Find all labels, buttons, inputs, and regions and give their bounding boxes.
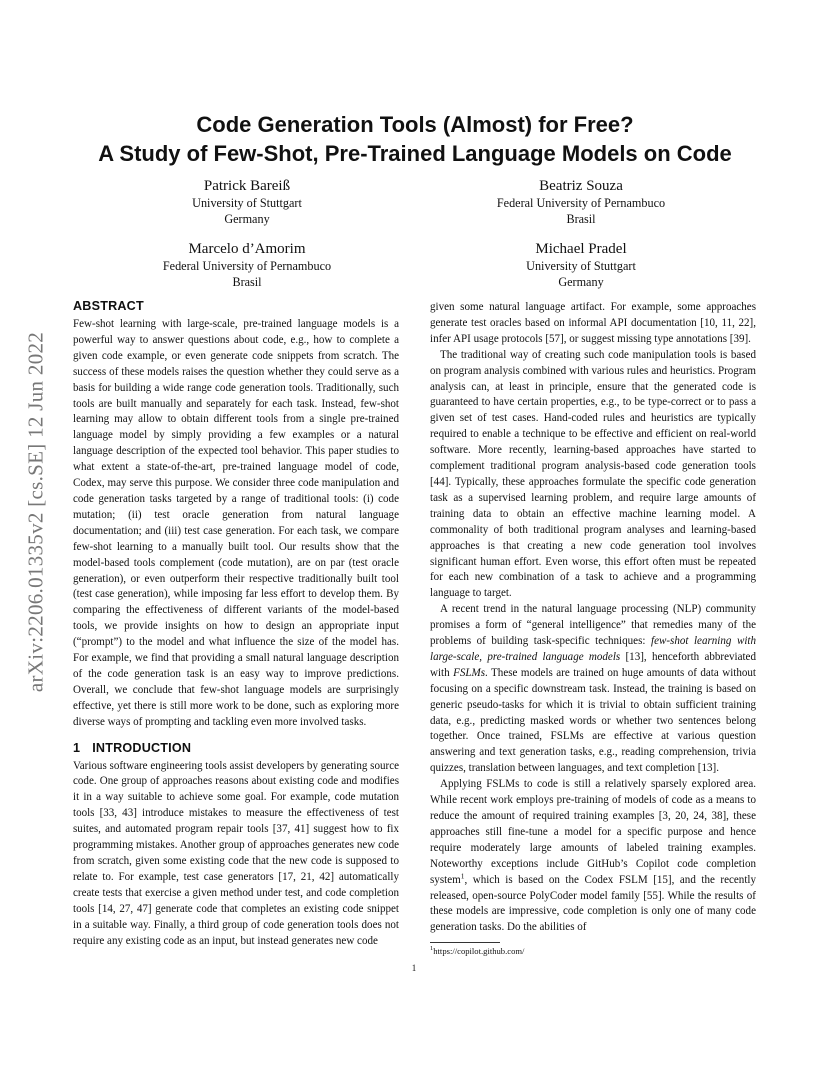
footnote-link[interactable]: https://copilot.github.com/ [433, 946, 525, 956]
author-affiliation: University of Stuttgart [192, 196, 302, 210]
section-title: INTRODUCTION [92, 740, 192, 755]
author-affiliation: University of Stuttgart [526, 259, 636, 273]
intro-paragraph-1: Various software engineering tools assist developers by generating source code. One group of approaches reasons about existing code and modifies it in a way suitable to achieve some goal. For example, code mutation tools [33, 43] introduce mistakes to measure the effectiveness of test suites, and automated program repair tools [37, 41] suggest how to fix programming mistakes. Another group of approaches generates new code from scratch, given some existing code that the new code is supposed to relate to. For example, test case generators [17, 21, 42] automatically create tests that exercise a given method under test, and code completion tools [14, 27, 47] generate code that completes an existing code snippet in a suitable way. Finally, a third group of code generation tools does not require any existing code as an input, but instead generates new code [73, 759, 399, 947]
section-number: 1 [73, 740, 81, 755]
author-name: Patrick Bareiß [203, 178, 291, 194]
arxiv-identifier: arXiv:2206.01335v2 [cs.SE] 12 Jun 2022 [23, 331, 48, 693]
intro-heading [73, 740, 399, 756]
emphasis: few-shot learning with large-scale, pre-trained language models [430, 635, 756, 663]
title-line-2: A Study of Few-Shot, Pre-Trained Language Models on Code [98, 141, 732, 166]
emphasis: FSLMs [453, 666, 486, 679]
author-name: Beatriz Souza [539, 178, 623, 194]
author-country: Brasil [566, 211, 596, 226]
author-name: Marcelo d’Amorim [188, 241, 306, 257]
title-line-1: Code Generation Tools (Almost) for Free? [196, 112, 634, 137]
paper-title [70, 110, 760, 168]
left-column [73, 298, 399, 949]
author-block-4 [451, 239, 711, 290]
right-paragraph-2: A recent trend in the natural language processing (NLP) community promises a form of “general intelligence” that remedies many of the problems of building task-specific techniques: few-shot learning with large-scale, pre-trained language models [13], henceforth abbreviated with FSLMs. These models are trained on huge amounts of data without focusing on a specific downstream task. Instead, the training is based on generic pseudo-tasks for which it is trivial to obtain sufficient training data, e.g., predicting masked words or whether two sentences belong together. Once trained, FSLMs are effective at various question answering and text generation tasks, e.g., reading comprehension, trivia quizzes, translation between languages, and text completion [13]. [430, 603, 756, 775]
right-paragraph-0: given some natural language artifact. For example, some approaches generate test oracles based on informal API documentation [10, 11, 22], infer API usage protocols [57], or suggest missing type annotations [39]. [430, 301, 756, 345]
author-affiliation: Federal University of Pernambuco [162, 259, 332, 273]
right-column [430, 300, 756, 936]
footnote [430, 946, 524, 957]
author-block-3 [117, 239, 377, 290]
footnote-mark: 1 [430, 945, 434, 953]
author-country: Brasil [232, 274, 262, 289]
author-block-2 [451, 176, 711, 227]
page-number: 1 [411, 963, 417, 973]
footnote-ref: 1 [460, 870, 465, 880]
author-country: Germany [224, 211, 270, 226]
right-paragraph-1: The traditional way of creating such code manipulation tools is based on program analysis combined with various rules and heuristics. Program analysis can, at least in principle, ensure that the generated code is guaranteed to have certain properties, e.g., to be type-correct or to pass a given set of test cases. Hand-coded rules and heuristics are typically required to enable a technique to be effective and efficient on real-world software. More recently, learning-based approaches have started to complement traditional program analysis-based code generation tools [44]. Typically, these approaches formulate the specific code generation task as a supervised learning problem, and require large amounts of training data to obtain an effective machine learning model. A commonality of both traditional program analyses and learning-based approaches is that creating a new code generation tool involves significant human effort. Even worse, this effort often must be repeated for each new combination of a task to achieve and a programming language to target. [430, 348, 756, 600]
abstract-text: Few-shot learning with large-scale, pre-trained language models is a powerful way to answer questions about code, e.g., how to complete a given code example, or even generate code snippets from scratch. The success of these models raises the question whether they could serve as a basis for building a wide range code generation tools. Traditionally, such tools are built manually and separately for each task. Instead, few-shot learning may allow to obtain different tools from a single pre-trained language model by simply providing a few examples or a natural language description of the expected tool behavior. This paper studies to what extent a state-of-the-art, pre-trained language model of code, Codex, may serve this purpose. We consider three code manipulation and code generation tasks targeted by a range of traditional tools: (i) code mutation; (ii) test oracle generation from natural language documentation; and (iii) test case generation. For each task, we compare few-shot learning to a manually built tool. Our results show that the model-based tools complement (code mutation), are on par (test oracle generation), or even outperform their respective traditionally built tool (test case generation), while imposing far less effort to develop them. By comparing the effectiveness of different variants of the model-based tools, we provide insights on how to design an appropriate input (“prompt”) to the model and what influence the size of the model has. For example, we find that providing a small natural language description of the code generation task is an easy way to improve predictions. Overall, we conclude that few-shot language models are surprisingly effective, yet there is still more work to be done, such as exploring more diverse ways of prompting and tackling even more involved tasks. [73, 318, 399, 728]
author-block-1 [117, 176, 377, 227]
abstract-heading: ABSTRACT [73, 299, 144, 313]
footnote-rule [430, 942, 500, 943]
author-country: Germany [558, 274, 604, 289]
author-affiliation: Federal University of Pernambuco [496, 196, 666, 210]
author-name: Michael Pradel [535, 241, 627, 257]
right-paragraph-3: Applying FSLMs to code is still a relatively sparsely explored area. While recent work employs pre-training of models of code as a means to reduce the amount of required training examples [3, 20, 24, 38], these approaches still fine-tune a model for a specific purpose and hence require moderately large amounts of labeled training examples. Noteworthy exceptions include GitHub’s Copilot code completion system$^1$, which is based on the Codex FSLM [15], and the recently released, open-source PolyCoder model family [55]. While the results of these models are impressive, code completion is only one of many code generation tasks. Do the abilities of [430, 778, 756, 934]
